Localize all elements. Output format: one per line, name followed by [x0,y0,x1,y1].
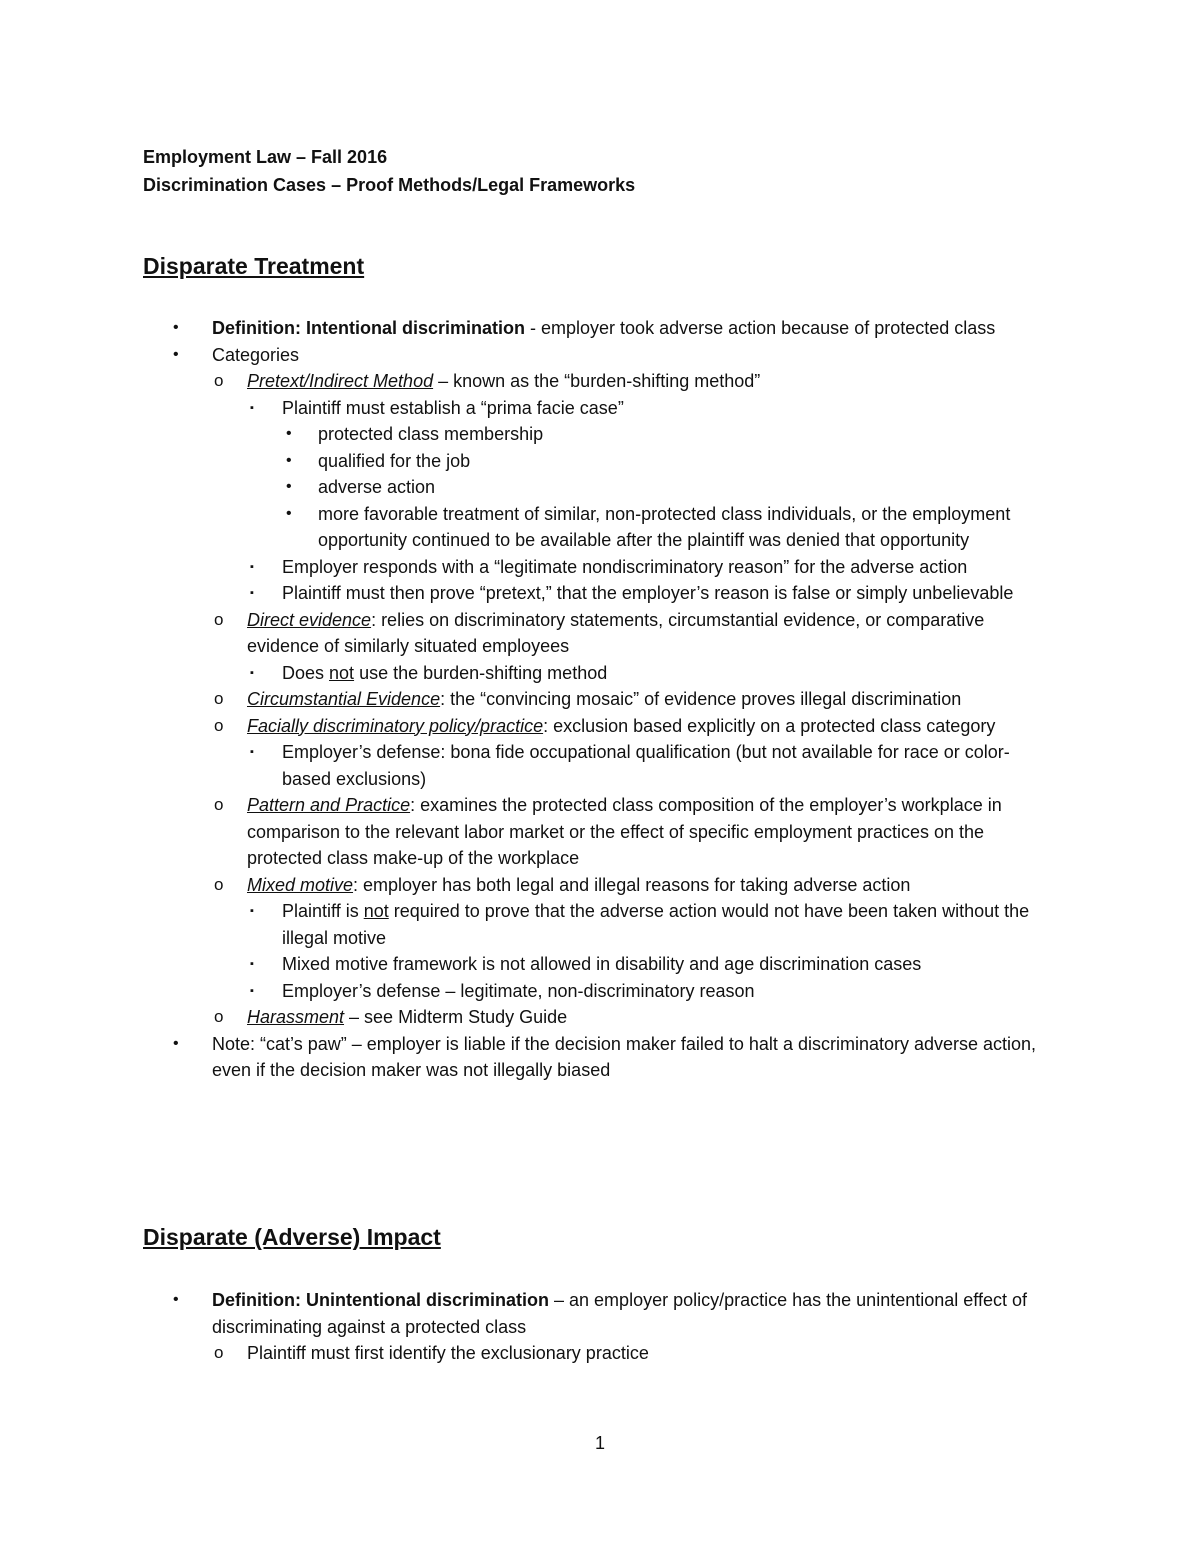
list-item [0,660,1052,687]
circle-marker: o [214,874,224,894]
category-text: : relies on discriminatory statements, circumstantial evidence, or comparative evidence of similarly situated employees [247,609,985,656]
category-text: : examines the protected class composition of the employer’s workplace in comparison to the relevant labor market or the effect of specific employment practices on the protected class make-up of the workplace [247,795,1002,868]
item-text: Plaintiff must first identify the exclusionary practice [247,1343,649,1363]
square-marker: ▪ [250,560,254,573]
list-item [0,501,1048,554]
square-marker: ▪ [250,958,254,970]
category-text: : exclusion based explicitly on a protected class category [543,715,996,736]
note-text: Note: “cat’s paw” – employer is liable if the decision maker failed to halt a discriminatory adverse action, even if the decision maker was not illegally biased [212,1033,1037,1080]
course-title: Employment Law – Fall 2016 [143,147,388,167]
list-item [0,580,1052,607]
circle-marker: o [214,1007,224,1026]
item-text: more favorable treatment of similar, non-protected class individuals, or the employment opportunity continued to be available after the plaintiff was denied that opportunity [318,503,1011,550]
bullet-marker: • [173,319,179,336]
list-item [0,713,1057,740]
circle-marker: o [214,795,224,814]
square-marker: ▪ [250,905,254,917]
bullet-marker: • [173,1034,179,1052]
document-subtitle: Discrimination Cases – Proof Methods/Legal Frameworks [143,175,636,195]
list-item [0,978,1052,1005]
list-item [0,1004,1057,1031]
category-text: – see Midterm Study Guide [344,1007,568,1027]
definition-label: Definition: [212,1290,301,1310]
section-heading-disparate-impact: Disparate (Adverse) Impact [143,1224,441,1250]
document-header [143,143,635,199]
list-item [0,1287,1042,1340]
disparate-treatment-list [0,315,1057,1084]
list-item [0,951,1052,978]
definition-label: Definition: [212,318,301,338]
square-marker: ▪ [250,984,254,997]
disparate-impact-list [0,1287,1057,1367]
circle-marker: o [214,689,224,708]
item-text: use the burden-shifting method [354,662,608,683]
square-marker: ▪ [250,587,254,599]
bullet-marker: • [173,1291,179,1308]
categories-label: Categories [212,344,300,365]
square-marker: ▪ [250,746,254,758]
item-text: protected class membership [318,424,544,444]
item-text: Plaintiff must then prove “pretext,” that the employer’s reason is false or simply unbelievable [282,583,1014,603]
bullet-marker: • [286,451,292,469]
emphasis-not: not [363,901,389,921]
list-item [0,368,1057,395]
category-term: Pretext/Indirect Method [247,371,434,391]
category-term: Direct evidence [247,609,372,630]
bullet-marker: • [286,504,292,522]
list-item [0,1031,1042,1084]
list-item [0,554,1052,581]
item-text: required to prove that the adverse action would not have been taken without the illegal motive [282,901,1030,948]
list-item [0,474,1048,501]
category-text: : employer has both legal and illegal reasons for taking adverse action [353,874,911,895]
definition-term: Unintentional discrimination [306,1290,550,1310]
category-term: Pattern and Practice [247,795,411,815]
square-marker: ▪ [250,666,254,679]
bullet-marker: • [286,425,292,442]
definition-text: – an employer policy/practice has the unintentional effect of discriminating against a protected class [212,1290,1027,1337]
list-item [0,1340,1057,1367]
list-item [0,686,1057,713]
item-text: Employer responds with a “legitimate nondiscriminatory reason” for the adverse action [282,556,968,577]
emphasis-not: not [329,662,355,683]
category-term: Circumstantial Evidence [247,689,441,709]
item-text: Does [282,662,330,683]
section-heading-disparate-treatment: Disparate Treatment [143,253,365,279]
circle-marker: o [214,609,224,629]
list-item [0,872,1057,899]
item-text: Plaintiff must establish a “prima facie case” [282,397,624,418]
definition-text: - employer took adverse action because of protected class [525,318,996,338]
list-item [0,739,1052,792]
item-text: Employer’s defense: bona fide occupational qualification (but not available for race or color-based exclusions) [282,742,1010,789]
category-text: : the “convincing mosaic” of evidence proves illegal discrimination [440,689,962,709]
list-item [0,342,1042,369]
item-text: Employer’s defense – legitimate, non-discriminatory reason [282,980,755,1001]
circle-marker: o [214,715,224,735]
definition-term: Intentional discrimination [306,318,526,338]
bullet-marker: • [286,478,292,495]
item-text: Plaintiff is [282,901,364,921]
list-item [0,315,1042,342]
list-item [0,448,1048,475]
category-term: Harassment [247,1007,345,1027]
circle-marker: o [214,1343,224,1362]
category-text: – known as the “burden-shifting method” [433,371,761,391]
category-term: Mixed motive [247,874,354,895]
item-text: adverse action [318,477,436,497]
square-marker: ▪ [250,401,254,414]
page-number: 1 [594,1433,605,1453]
bullet-marker: • [173,345,179,363]
list-item [0,421,1048,448]
list-item [0,792,1057,872]
item-text: qualified for the job [318,450,471,471]
circle-marker: o [214,371,224,390]
category-term: Facially discriminatory policy/practice [247,715,544,736]
list-item [0,395,1052,422]
list-item [0,607,1057,660]
list-item [0,898,1052,951]
item-text: Mixed motive framework is not allowed in disability and age discrimination cases [282,954,922,974]
